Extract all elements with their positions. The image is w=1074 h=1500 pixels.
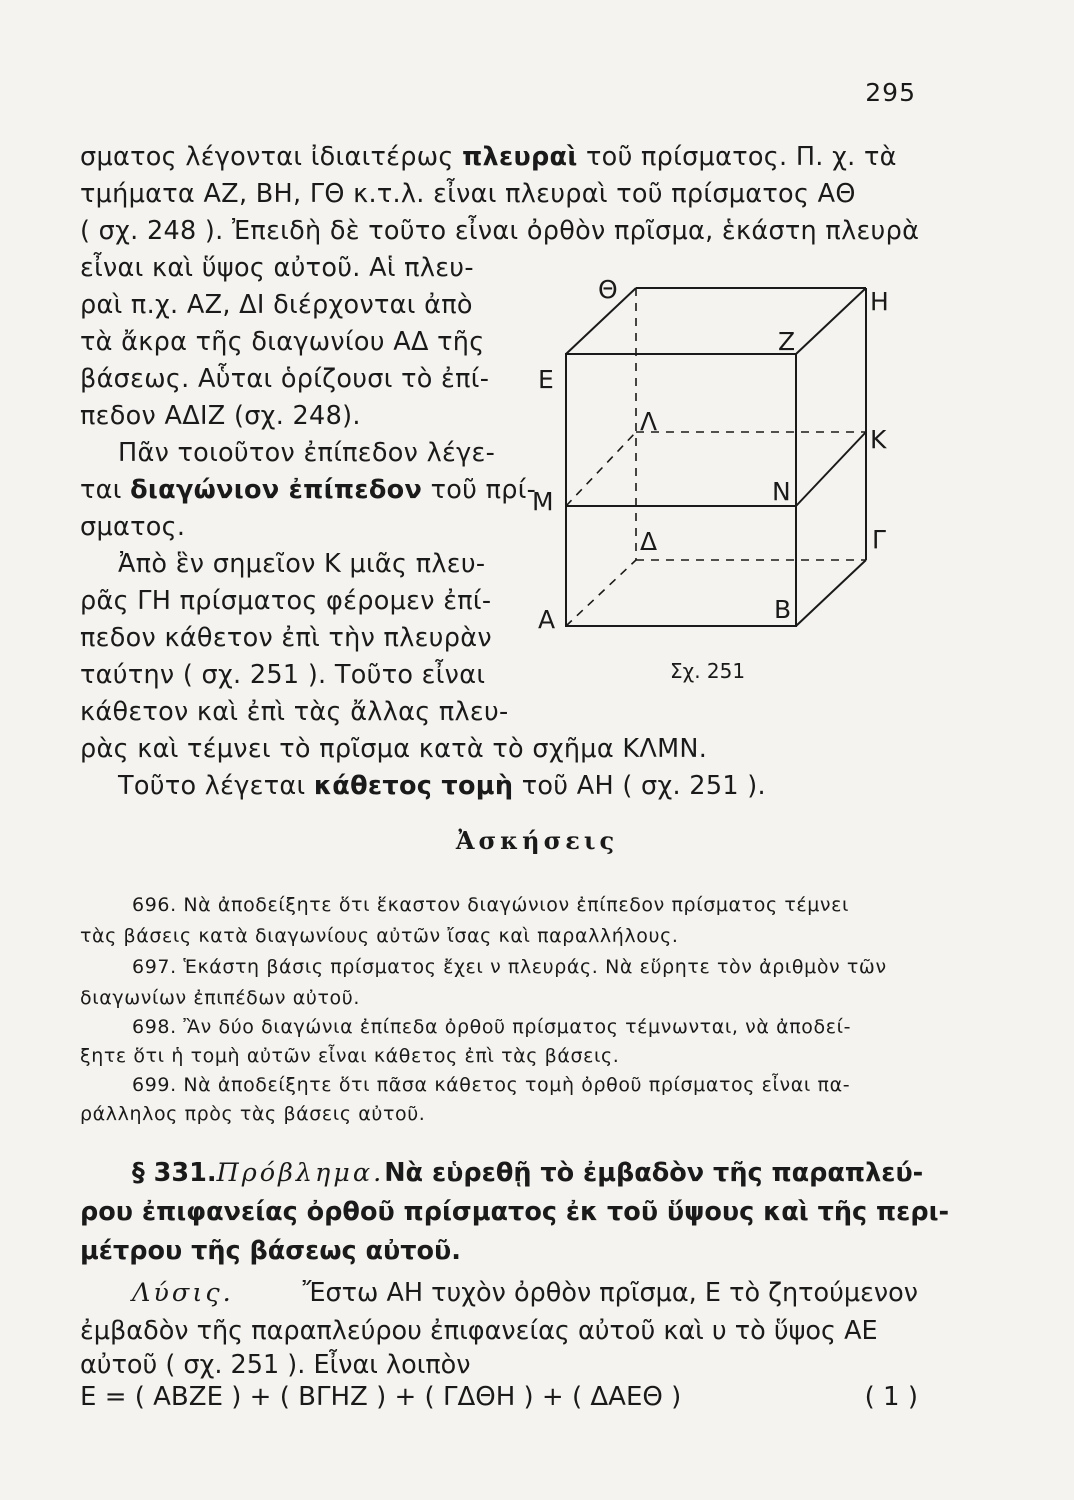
text-line: κάθετον καὶ ἐπὶ τὰς ἄλλας πλευ- [80, 697, 509, 727]
text-line: σματος λέγονται ἰδιαιτέρως πλευραὶ τοῦ πρίσματος. Π. χ. τὰ [80, 142, 897, 172]
text-line: Πᾶν τοιοῦτον ἐπίπεδον λέγε- [118, 438, 496, 468]
text-line: βάσεως. Αὗται ὁρίζουσι τὸ ἐπί- [80, 364, 490, 394]
equation-number: ( 1 ) [864, 1382, 918, 1412]
exercise-line: ράλληλος πρὸς τὰς βάσεις αὐτοῦ. [80, 1103, 426, 1125]
text-line: πεδον ΑΔΙΖ (σχ. 248). [80, 401, 361, 431]
exercise-line: ξητε ὅτι ἡ τομὴ αὐτῶν εἶναι κάθετος ἐπὶ τὰς βάσεις. [80, 1045, 620, 1067]
label-zeta: Ζ [778, 327, 796, 356]
text-line: ( σχ. 248 ). Ἐπειδὴ δὲ τοῦτο εἶναι ὀρθὸν πρῖσμα, ἑκάστη πλευρὰ [80, 216, 920, 246]
text-line: σματος. [80, 512, 186, 542]
text-line: Τοῦτο λέγεται κάθετος τομὴ τοῦ ΑΗ ( σχ. 251 ). [118, 771, 766, 801]
label-kappa: Κ [870, 425, 887, 454]
label-mu: Μ [532, 487, 554, 516]
label-alpha: Α [538, 605, 556, 634]
label-gamma: Γ [872, 525, 886, 554]
exercise-line: 696. Νὰ ἀποδείξητε ὅτι ἕκαστον διαγώνιον ἐπίπεδον πρίσματος τέμνει [132, 894, 850, 916]
edge-nu-kappa [796, 432, 866, 506]
equation: Ε = ( ΑΒΖΕ ) + ( ΒΓΗΖ ) + ( ΓΔΘΗ ) + ( ΔΑΕΘ ) [80, 1382, 682, 1412]
front-face [566, 354, 796, 626]
figure-caption: Σχ. 251 [670, 659, 746, 683]
text-line: ρᾶς ΓΗ πρίσματος φέρομεν ἐπί- [80, 586, 492, 616]
text-line: τὰ ἄκρα τῆς διαγωνίου ΑΔ τῆς [80, 327, 485, 357]
text-line: πεδον κάθετον ἐπὶ τὴν πλευρὰν [80, 623, 492, 653]
text-line: ρὰς καὶ τέμνει τὸ πρῖσμα κατὰ τὸ σχῆμα ΚΛΜΝ. [80, 734, 708, 764]
label-epsilon: Ε [538, 365, 554, 394]
text-line: ται διαγώνιον ἐπίπεδον τοῦ πρί- [80, 475, 537, 505]
label-nu: Ν [772, 477, 791, 506]
edge-beta-gamma [796, 560, 866, 626]
exercise-line: τὰς βάσεις κατὰ διαγωνίους αὐτῶν ἴσας καὶ παραλλήλους. [80, 925, 679, 947]
exercise-line: 698. Ἂν δύο διαγώνια ἐπίπεδα ὀρθοῦ πρίσματος τέμνωνται, νὰ ἀποδεί- [132, 1016, 852, 1038]
exercises-heading: Ἀσκήσεις [455, 826, 619, 855]
text-line: τμήματα ΑΖ, ΒΗ, ΓΘ κ.τ.λ. εἶναι πλευραὶ τοῦ πρίσματος ΑΘ [80, 179, 856, 209]
problem-line: ρου ἐπιφανείας ὀρθοῦ πρίσματος ἐκ τοῦ ὕψους καὶ τῆς περι- [80, 1197, 950, 1227]
exercise-line: διαγωνίων ἐπιπέδων αὐτοῦ. [80, 987, 360, 1009]
label-lambda: Λ [640, 407, 658, 436]
text-line: Ἀπὸ ἓν σημεῖον Κ μιᾶς πλευ- [118, 549, 486, 579]
edge-zeta-eta [796, 288, 866, 354]
solution-line: αὐτοῦ ( σχ. 251 ). Εἶναι λοιπὸν [80, 1350, 471, 1380]
label-delta: Δ [640, 527, 658, 556]
problem-line: μέτρου τῆς βάσεως αὐτοῦ. [80, 1236, 461, 1266]
label-eta: Η [870, 287, 889, 316]
text-line: ταύτην ( σχ. 251 ). Τοῦτο εἶναι [80, 660, 486, 690]
solution-line: ἐμβαδὸν τῆς παραπλεύρου ἐπιφανείας αὐτοῦ καὶ υ τὸ ὕψος ΑΕ [80, 1316, 878, 1346]
text-line: εἶναι καὶ ὕψος αὐτοῦ. Αἱ πλευ- [80, 253, 474, 283]
text-line: ραὶ π.χ. ΑΖ, ΔΙ διέρχονται ἀπὸ [80, 290, 473, 320]
label-theta: Θ [598, 275, 618, 304]
label-beta: Β [774, 595, 792, 624]
solution-line: Λύσις. Ἔστω ΑΗ τυχὸν ὀρθὸν πρῖσμα, Ε τὸ ζητούμενον [132, 1278, 918, 1308]
problem-line: § 331. Πρόβλημα. Νὰ εὑρεθῇ τὸ ἐμβαδὸν τῆς παραπλεύ- [132, 1158, 924, 1188]
hidden-edge-alpha-delta [566, 560, 636, 626]
exercise-line: 699. Νὰ ἀποδείξητε ὅτι πᾶσα κάθετος τομὴ ὀρθοῦ πρίσματος εἶναι πα- [132, 1074, 851, 1096]
hidden-edge-mu-lambda [566, 432, 636, 506]
prism-figure [520, 270, 900, 690]
page-number: 295 [865, 78, 916, 107]
exercise-line: 697. Ἑκάστη βάσις πρίσματος ἔχει ν πλευράς. Νὰ εὕρητε τὸν ἀριθμὸν τῶν [132, 956, 887, 978]
